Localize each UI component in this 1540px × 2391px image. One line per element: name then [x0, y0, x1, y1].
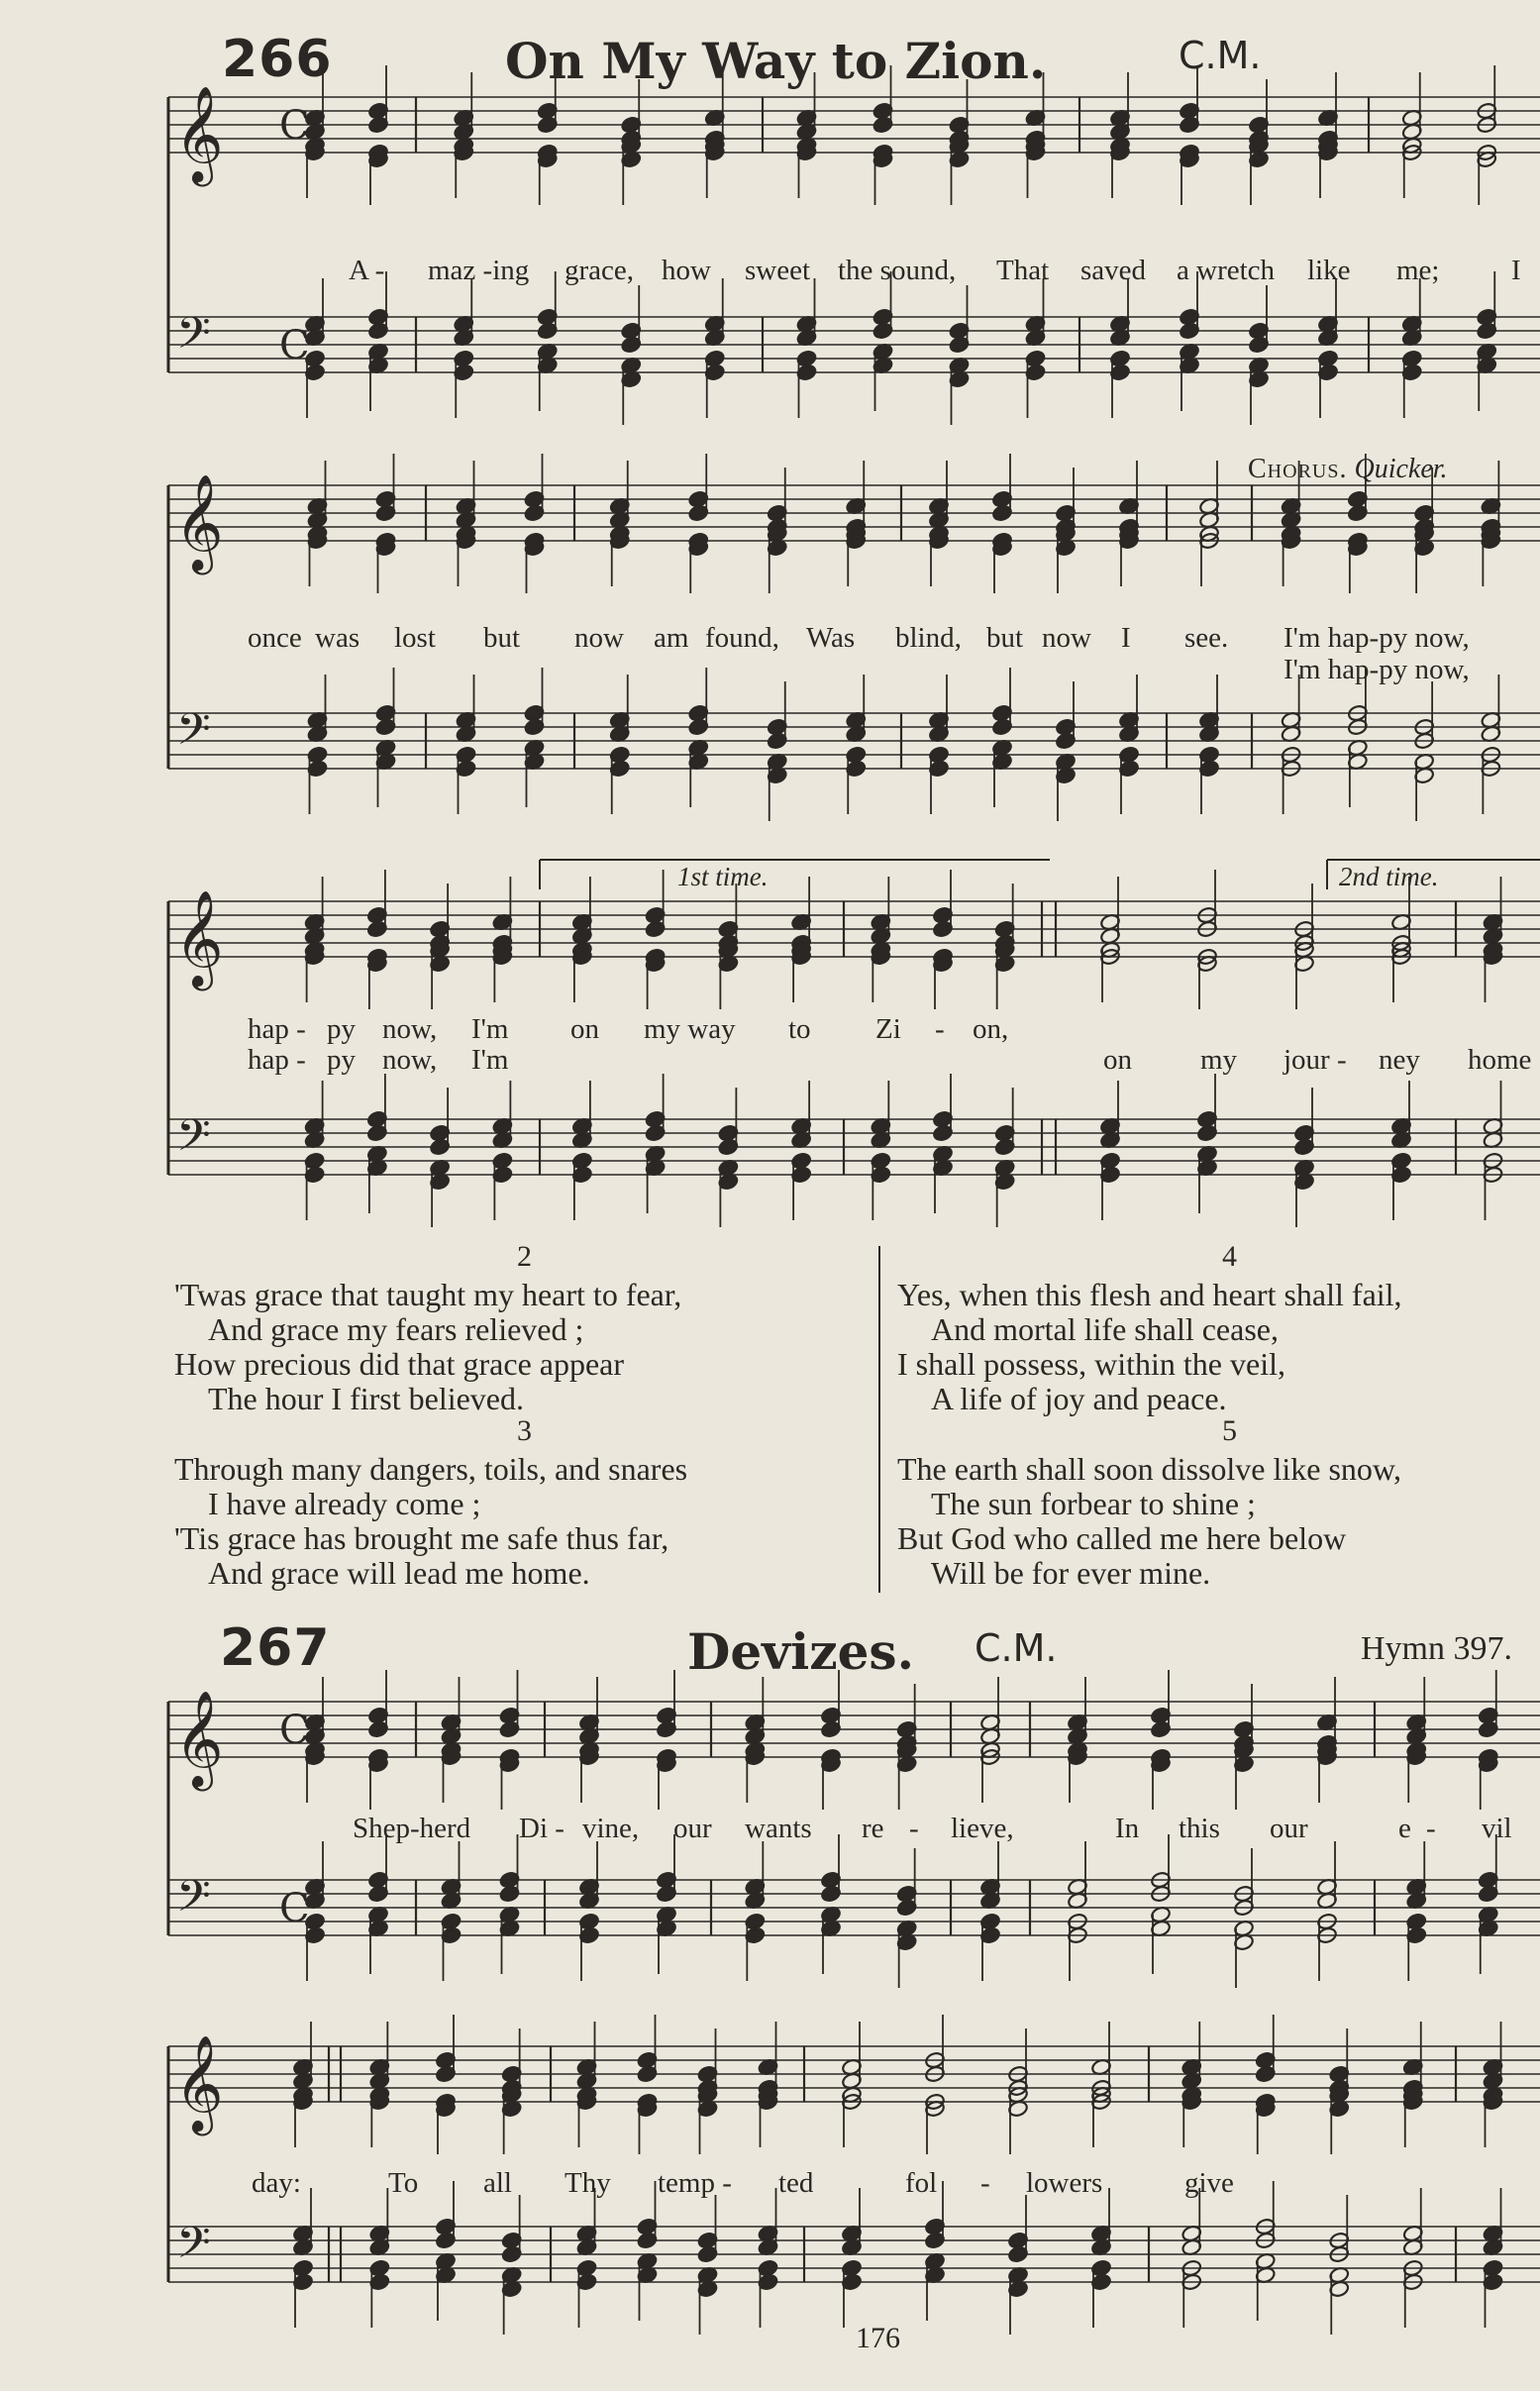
- syllable: wants: [745, 1813, 812, 1844]
- verse-5: [897, 1452, 1401, 1591]
- time-signature: C: [279, 1708, 310, 1753]
- syllable: home: [1468, 1044, 1532, 1076]
- syllable: A -: [349, 255, 385, 286]
- syllable: re: [862, 1813, 884, 1844]
- syllable: sweet: [745, 255, 811, 286]
- clef: 𝄢: [176, 703, 211, 766]
- clef: 𝄞: [174, 1690, 224, 1787]
- verse-line: And grace my fears relieved ;: [208, 1311, 584, 1347]
- syllable: the sound,: [838, 255, 957, 286]
- syllable: That: [996, 255, 1050, 286]
- syllable: vil: [1482, 1813, 1512, 1844]
- hymn-meter-266: C.M.: [1179, 34, 1262, 77]
- syllable: all: [483, 2167, 512, 2199]
- verse-line: But God who called me here below: [897, 1520, 1347, 1556]
- syllable: I: [1511, 255, 1521, 286]
- hymn-reference: Hymn 397.: [1361, 1630, 1512, 1667]
- syllable: To: [388, 2167, 419, 2199]
- verse-line: 'Twas grace that taught my heart to fear,: [174, 1277, 682, 1312]
- syllable: Was: [806, 622, 856, 654]
- clef: 𝄞: [174, 473, 224, 571]
- syllable: a wretch: [1177, 255, 1276, 286]
- syllable: like: [1307, 255, 1351, 286]
- chorus-label: [1248, 454, 1448, 485]
- verse-line: The earth shall soon dissolve like snow,: [897, 1451, 1401, 1487]
- syllable: lowers: [1026, 2167, 1103, 2199]
- syllable: I'm hap-py now,: [1283, 622, 1470, 654]
- syllable: I'm: [471, 1013, 509, 1045]
- syllable: lost: [394, 622, 436, 654]
- syllable: on,: [973, 1013, 1009, 1045]
- syllable-alt: I'm hap-py now,: [1283, 654, 1470, 685]
- syllable: py: [327, 1044, 356, 1076]
- syllable: blind,: [895, 622, 962, 654]
- hymn-meter-267: C.M.: [975, 1626, 1058, 1670]
- syllable: hap -: [248, 1013, 306, 1045]
- hymn-number-267: 267: [220, 1618, 331, 1678]
- syllable: how: [662, 255, 711, 286]
- syllable: lieve,: [951, 1813, 1014, 1844]
- verse-number: 3: [517, 1414, 532, 1447]
- syllable: I: [1121, 622, 1131, 654]
- syllable: Zi: [875, 1013, 901, 1045]
- syllable: -: [980, 2167, 990, 2199]
- tempo-marking: Quicker.: [1354, 454, 1448, 484]
- syllable: fol: [905, 2167, 938, 2199]
- syllable: this: [1179, 1813, 1220, 1844]
- verse-number: 2: [517, 1240, 532, 1273]
- verse-4: [897, 1278, 1402, 1416]
- second-ending-label: 2nd time.: [1339, 862, 1439, 891]
- time-signature: C: [279, 1886, 310, 1931]
- syllable: on: [570, 1013, 599, 1045]
- syllable: my: [1200, 1044, 1238, 1076]
- syllable: temp -: [658, 2167, 732, 2199]
- syllable: see.: [1184, 622, 1229, 654]
- verse-line: I have already come ;: [208, 1486, 481, 1521]
- syllable: e: [1398, 1813, 1411, 1844]
- syllable: was: [315, 622, 360, 654]
- syllable: now,: [382, 1013, 438, 1045]
- syllable: on: [1103, 1044, 1132, 1076]
- syllable: our: [673, 1813, 712, 1844]
- clef: 𝄢: [176, 307, 211, 369]
- syllable: now: [574, 622, 624, 654]
- hymn-title-266: On My Way to Zion.: [505, 32, 1047, 90]
- syllable: Thy: [565, 2167, 611, 2199]
- page-number: 176: [856, 2322, 900, 2354]
- syllable: -: [909, 1813, 919, 1844]
- clef: 𝄢: [176, 1870, 211, 1932]
- syllable: hap -: [248, 1044, 306, 1076]
- first-ending-label: 1st time.: [677, 862, 769, 891]
- syllable: give: [1184, 2167, 1234, 2199]
- verse-line: Through many dangers, toils, and snares: [174, 1451, 688, 1487]
- syllable: day:: [252, 2167, 301, 2199]
- syllable: grace,: [565, 255, 635, 286]
- verse-line: A life of joy and peace.: [931, 1381, 1227, 1416]
- syllable: -: [935, 1013, 945, 1045]
- verse-line: Yes, when this flesh and heart shall fail,: [897, 1277, 1402, 1312]
- syllable: to: [788, 1013, 811, 1045]
- verse-number: 5: [1222, 1414, 1237, 1447]
- clef: 𝄞: [174, 889, 224, 987]
- syllable: -: [1426, 1813, 1436, 1844]
- verse-2: [174, 1278, 681, 1416]
- syllable: our: [1270, 1813, 1308, 1844]
- verse-line: The sun forbear to shine ;: [931, 1486, 1256, 1521]
- syllable: but: [986, 622, 1024, 654]
- clef: 𝄢: [176, 2217, 211, 2279]
- hymn-number-266: 266: [222, 30, 333, 89]
- verse-line: 'Tis grace has brought me safe thus far,: [174, 1520, 669, 1556]
- syllable: ney: [1379, 1044, 1420, 1076]
- syllable: am: [654, 622, 689, 654]
- syllable: ted: [778, 2167, 814, 2199]
- syllable: my way: [644, 1013, 736, 1045]
- syllable: now,: [382, 1044, 438, 1076]
- verse-line: And mortal life shall cease,: [931, 1311, 1279, 1347]
- verse-line: And grace will lead me home.: [208, 1555, 590, 1591]
- chorus-text: Chorus.: [1248, 454, 1348, 484]
- verse-number: 4: [1222, 1240, 1237, 1273]
- syllable: saved: [1080, 255, 1147, 286]
- time-signature: C: [279, 323, 310, 368]
- syllable: Shep-herd: [353, 1813, 471, 1844]
- syllable: maz -ing: [428, 255, 530, 286]
- syllable: I'm: [471, 1044, 509, 1076]
- time-signature: C: [279, 103, 310, 149]
- clef: 𝄢: [176, 1109, 211, 1172]
- verse-line: How precious did that grace appear: [174, 1346, 625, 1382]
- syllable: found,: [705, 622, 779, 654]
- verse-3: [174, 1452, 687, 1591]
- verse-line: Will be for ever mine.: [931, 1555, 1211, 1591]
- syllable: but: [483, 622, 521, 654]
- syllable: vine,: [582, 1813, 640, 1844]
- verse-line: I shall possess, within the veil,: [897, 1346, 1285, 1382]
- verse-line: The hour I first believed.: [208, 1381, 524, 1416]
- syllable: Di -: [519, 1813, 565, 1844]
- syllable: py: [327, 1013, 356, 1045]
- syllable: once: [248, 622, 302, 654]
- syllable: In: [1115, 1813, 1140, 1844]
- clef: 𝄞: [174, 2034, 224, 2131]
- hymn-title-267: Devizes.: [687, 1622, 914, 1681]
- clef: 𝄞: [174, 85, 224, 182]
- syllable: now: [1042, 622, 1091, 654]
- syllable: me;: [1396, 255, 1440, 286]
- syllable: jour -: [1283, 1044, 1347, 1076]
